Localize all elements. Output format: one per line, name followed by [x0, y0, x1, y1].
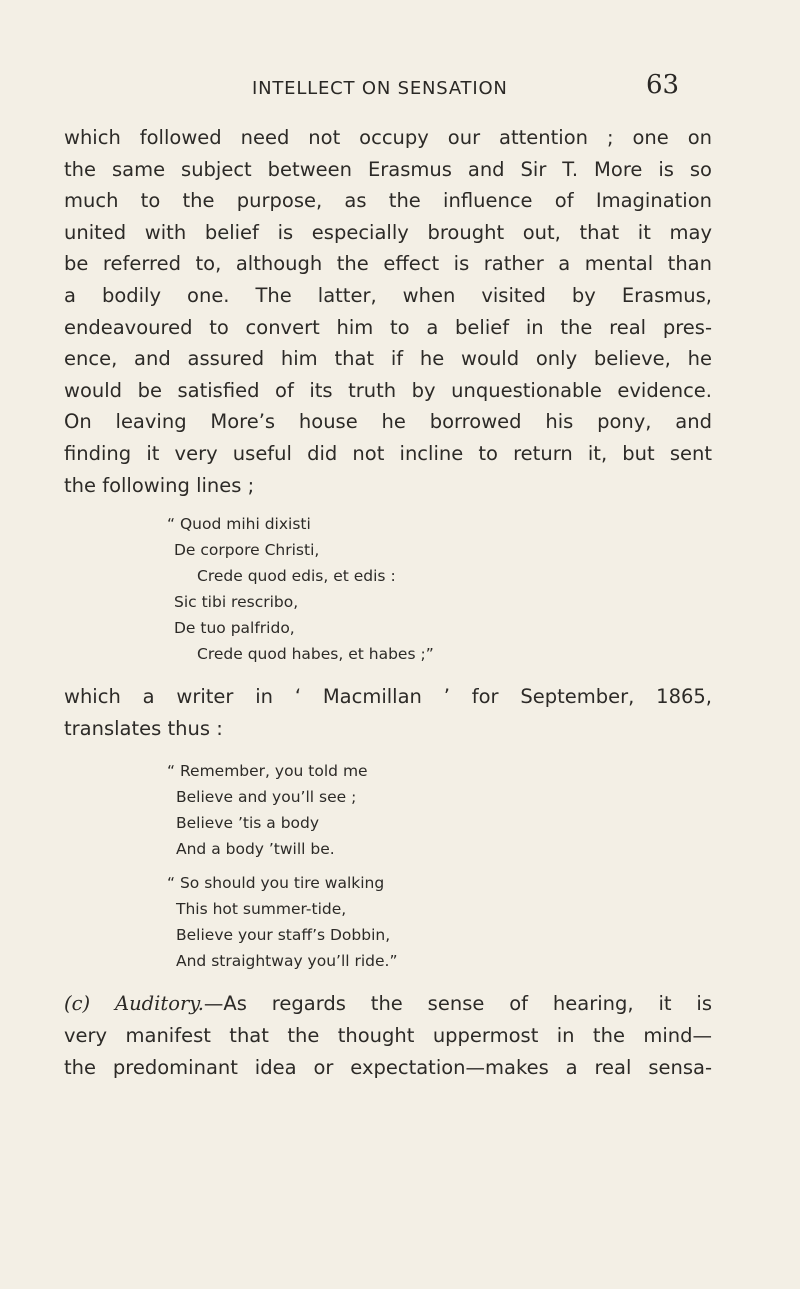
page-header [0, 70, 800, 106]
verse-line: “ Quod mihi dixisti [167, 515, 311, 534]
verse-line: Crede quod habes, et habes ;” [197, 645, 434, 664]
text-line: which followed need not occupy our attention ; one on [64, 126, 712, 149]
text-line: On leaving More’s house he borrowed his pony, and [64, 410, 712, 434]
text-line: very manifest that the thought uppermost in the mind— [64, 1023, 712, 1047]
page-number: 63 [646, 70, 680, 100]
text-line: ence, and assured him that if he would only believe, he [64, 347, 712, 371]
paragraph-macmillan [64, 681, 712, 744]
verse-line: And a body ’twill be. [176, 840, 335, 859]
paragraph-auditory [64, 988, 712, 1083]
text-line: much to the purpose, as the influence of Imagination [64, 189, 712, 213]
verse-stanza [167, 758, 712, 862]
verse-line: De tuo palfrido, [174, 619, 295, 638]
verse-line: “ So should you tire walking [167, 874, 385, 893]
text-line: united with belief is especially brought out, that it may [64, 220, 712, 244]
text-line: the following lines ; [64, 473, 255, 497]
verse-line: And straightway you’ll ride.” [176, 952, 398, 971]
text-line: the same subject between Erasmus and Sir T. More is so [64, 157, 712, 181]
text-line: translates thus : [64, 716, 223, 740]
text-line: would be satisfied of its truth by unquestionable evidence. [64, 378, 712, 402]
verse-line: Believe and you’ll see ; [176, 788, 357, 807]
verse-line: This hot summer-tide, [176, 900, 347, 919]
text-line: the predominant idea or expectation—makes a real sensa- [64, 1055, 712, 1079]
latin-verse [167, 511, 712, 667]
verse-line: Sic tibi rescribo, [174, 593, 299, 612]
verse-stanza [167, 870, 712, 974]
verse-line: De corpore Christi, [174, 541, 320, 560]
text-line: finding it very useful did not incline to return it, but sent [64, 441, 712, 465]
text-line: endeavoured to convert him to a belief in the real pres- [64, 315, 712, 339]
running-head: INTELLECT ON SENSATION [252, 78, 508, 99]
text-line: which a writer in ‘ Macmillan ’ for September, 1865, [64, 685, 712, 709]
verse-line: “ Remember, you told me [167, 762, 368, 781]
text-line [64, 988, 712, 1020]
text-line: be referred to, although the effect is rather a mental than [64, 252, 712, 276]
verse-line: Crede quod edis, et edis : [197, 567, 396, 586]
paragraph-erasmus-more [64, 122, 712, 501]
text-line: a bodily one. The latter, when visited by Erasmus, [64, 283, 712, 307]
verse-line: Believe ’tis a body [176, 814, 320, 833]
verse-line: Believe your staff’s Dobbin, [176, 926, 391, 945]
page-body [64, 122, 712, 1083]
text-fragment: —As regards the sense of hearing, it is [203, 992, 712, 1016]
section-label: (c) Auditory. [64, 992, 204, 1016]
english-verse [167, 758, 712, 974]
